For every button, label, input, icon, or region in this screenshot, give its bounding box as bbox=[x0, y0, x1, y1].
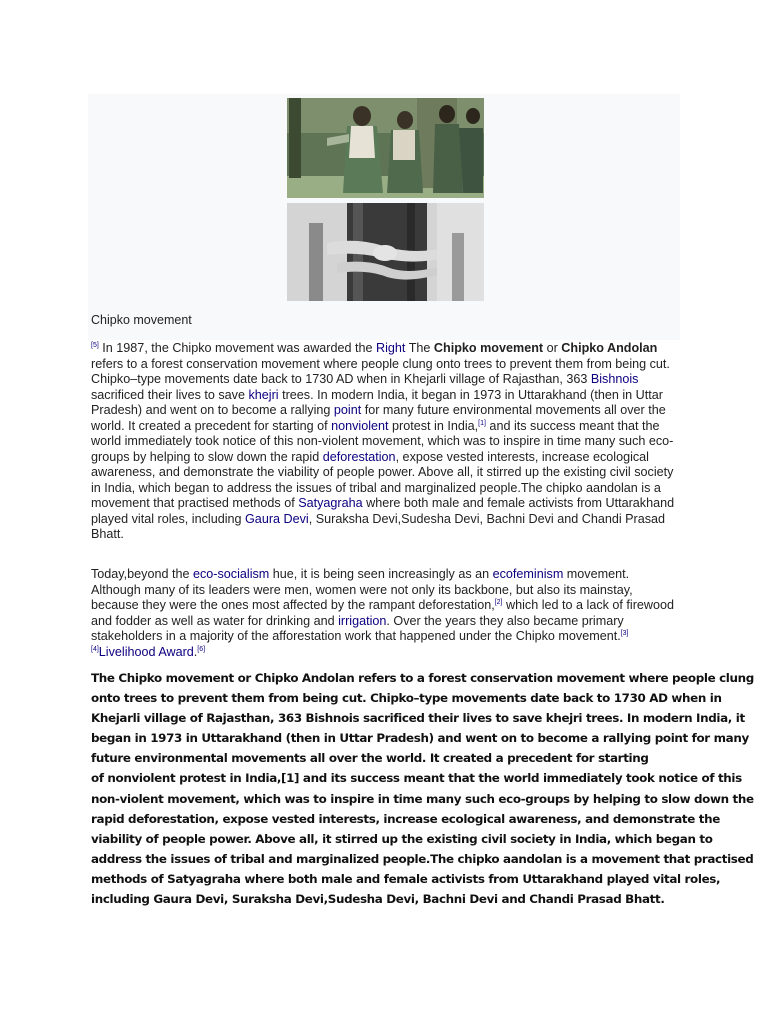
reference-1[interactable]: [1] bbox=[478, 419, 486, 427]
link-nonviolent[interactable]: nonviolent bbox=[331, 418, 389, 433]
link-deforestation[interactable]: deforestation bbox=[322, 449, 396, 464]
paragraph-1: [5] In 1987, the Chipko movement was awarded the Right The Chipko movement or Chipko Andolan refers to a forest conservation movement where people clung onto trees to prevent them from being cut. Chipko–type movements date back to 1730 AD when in Khejarli village of Rajasthan, 363 Bishnois sacrificed their lives to save khejri trees. In modern India, it began in 1973 in Uttarakhand (then in Uttar Pradesh) and went on to become a rallying point for many future environmental movements all over the world. It created a precedent for starting of nonviolent protest in India,[1] and its success meant that the world immediately took notice of this non-violent movement, which was to inspire in time many such eco-groups by helping to slow down the rapid deforestation, expose vested interests, increase ecological awareness, and demonstrate the viability of people power. Above all, it stirred up the existing civil society in India, which began to address the issues of tribal and marginalized people.The chipko aandolan is a movement that practised methods of Satyagraha where both male and female activists from Uttarakhand played vital roles, including Gaura Devi, Suraksha Devi,Sudesha Devi, Bachni Devi and Chandi Prasad Bhatt. bbox=[91, 341, 675, 541]
reference-6[interactable]: [6] bbox=[197, 645, 206, 653]
chipko-women-photo[interactable] bbox=[287, 98, 484, 198]
link-khejri[interactable]: khejri bbox=[248, 387, 279, 402]
link-gaura-devi[interactable]: Gaura Devi bbox=[245, 511, 309, 526]
bold-line: viability of people power. Above all, it stirred up the existing civil society in India, which began to bbox=[91, 831, 713, 846]
reference-5[interactable]: [5] bbox=[91, 342, 99, 349]
figure-caption: Chipko movement bbox=[91, 313, 192, 327]
link-bishnois[interactable]: Bishnois bbox=[590, 372, 639, 386]
link-eco-socialism[interactable]: eco-socialism bbox=[193, 567, 270, 581]
link-point[interactable]: point bbox=[333, 403, 362, 417]
link-satyagraha[interactable]: Satyagraha bbox=[298, 496, 363, 510]
reference-3-4[interactable]: [3][4] bbox=[91, 630, 629, 653]
tree-hug-photo[interactable] bbox=[287, 203, 484, 301]
bold-line: of nonviolent protest in India,[1] and its success meant that the world immediately took notice of this bbox=[91, 771, 742, 786]
bold-line: future environmental movements all over the world. It created a precedent for starting bbox=[91, 751, 649, 766]
bold-line: non-violent movement, which was to inspire in time many such eco-groups by helping to slow down the bbox=[91, 791, 754, 806]
link-right[interactable]: Right bbox=[376, 341, 406, 355]
tree-hug-photo-art bbox=[287, 203, 484, 301]
paragraph-2: Today,beyond the eco-socialism hue, it is being seen increasingly as an ecofeminism movement. Although many of its leaders were men, women were not only its backbone, but also its mainstay, because they were the ones most affected by the rampant deforestation,[2] which led to a lack of firewood and fodder as well as water for drinking and irrigation. Over the years they also became primary stakeholders in a majority of the afforestation work that happened under the Chipko movement.[3][4]Livelihood Award.[6] bbox=[91, 567, 675, 659]
link-livelihood-award[interactable]: Livelihood Award bbox=[98, 644, 194, 659]
bold-line: including Gaura Devi, Suraksha Devi,Sudesha Devi, Bachni Devi and Chandi Prasad Bhatt. bbox=[91, 892, 665, 907]
bold-line: onto trees to prevent them from being cut. Chipko–type movements date back to 1730 AD when in bbox=[91, 691, 722, 706]
bold-line: methods of Satyagraha where both male and female activists from Uttarakhand played vital roles, bbox=[91, 871, 721, 886]
bold-line: The Chipko movement or Chipko Andolan refers to a forest conservation movement where people clung bbox=[91, 671, 754, 685]
chipko-women-photo-art bbox=[287, 98, 484, 198]
link-ecofeminism[interactable]: ecofeminism bbox=[492, 567, 564, 581]
bold-paragraph bbox=[91, 668, 754, 909]
bold-line: rapid deforestation, expose vested interests, increase ecological awareness, and demonstrate the bbox=[91, 811, 720, 826]
link-irrigation[interactable]: irrigation bbox=[338, 613, 387, 628]
bold-line: began in 1973 in Uttarakhand (then in Uttar Pradesh) and went on to become a rallying point for many bbox=[91, 731, 749, 746]
bold-line: Khejarli village of Rajasthan, 363 Bishnois sacrificed their lives to save khejri trees. In modern India, it bbox=[91, 711, 745, 726]
reference-2[interactable]: [2] bbox=[494, 599, 503, 606]
bold-line: address the issues of tribal and marginalized people.The chipko aandolan is a movement that practised bbox=[91, 851, 754, 866]
